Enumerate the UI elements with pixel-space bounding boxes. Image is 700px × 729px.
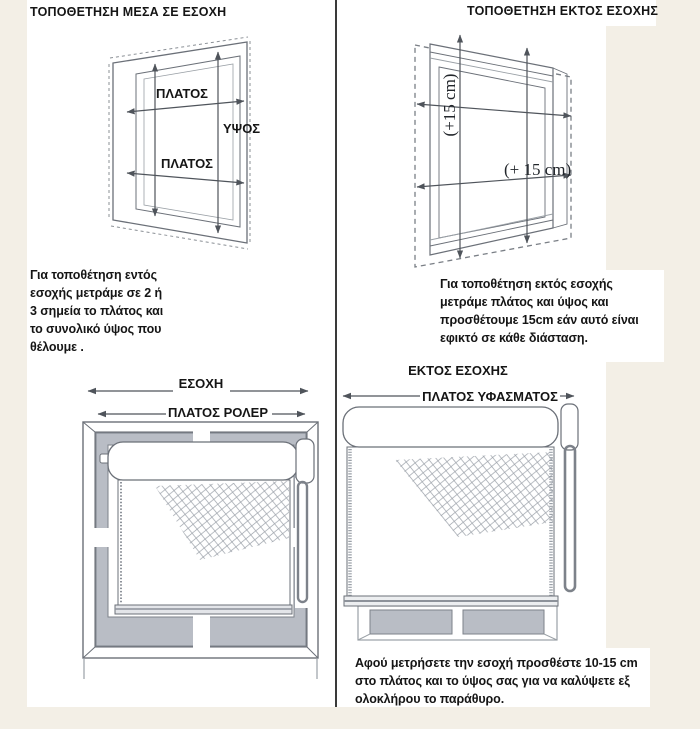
bottom-note [355,654,675,708]
note-line: Για τοποθέτηση εντός [30,268,157,282]
width-label-bottom: ΠΛΑΤΟΣ [161,156,213,171]
note-line: Αφού μετρήσετε την εσοχή προσθέστε 10-15 cm [355,656,638,670]
height-label: ΥΨΟΣ [223,121,261,136]
note-line: μετράμε πλάτος και ύψος και [440,295,609,309]
inside-recess-note [30,266,205,356]
fabric-width-label: ΠΛΑΤΟΣ ΥΦΑΣΜΑΤΟΣ [422,389,558,404]
roller-clutch [296,439,314,483]
outside-recess-section-title: ΕΚΤΟΣ ΕΣΟΧΗΣ [408,363,508,378]
wall-lines [84,658,317,679]
roller-outside-recess-diagram [340,360,590,650]
inside-recess-window-diagram [80,30,330,270]
note-line: το συνολικό ύψος που [30,322,162,336]
pull-chain [565,446,575,591]
window-pane-left [370,610,452,634]
roller-tube [343,407,558,447]
recess-width-label: ΕΣΟΧΗ [178,376,224,391]
note-line: εφικτό σε κάθε διάσταση. [440,331,588,345]
outside-recess-window-diagram [405,25,590,275]
width-add-label: (+ 15 cm) [504,160,572,179]
note-line: 3 σημεία το πλάτος και [30,304,164,318]
width-label-top: ΠΛΑΤΟΣ [156,86,208,101]
outside-recess-title: ΤΟΠΟΘΕΤΗΣΗ ΕΚΤΟΣ ΕΣΟΧΗΣ [467,4,659,18]
roller-clutch [561,404,578,450]
outside-recess-note [440,275,670,347]
note-line: Για τοποθέτηση εκτός εσοχής [440,277,613,291]
recess-outer-frame [113,42,247,243]
inside-recess-title: ΤΟΠΟΘΕΤΗΣΗ ΜΕΣΑ ΣΕ ΕΣΟΧΗ [30,5,227,19]
roller-width-label: ΠΛΑΤΟΣ ΡΟΛΕΡ [167,405,269,420]
roller-in-recess-diagram [60,370,345,685]
note-line: προσθέτουμε 15cm εάν αυτό είναι [440,313,639,327]
note-line: θέλουμε . [30,340,84,354]
roller-tube [108,442,298,480]
note-line: εσοχής μετράμε σε 2 ή [30,286,163,300]
window-pane-right [463,610,544,634]
height-add-label: (+15 cm) [440,73,459,137]
note-line: στο πλάτος και το ύψος σας για να καλύψετε εξ [355,674,630,688]
note-line: ολοκλήρου το παράθυρο. [355,692,505,706]
